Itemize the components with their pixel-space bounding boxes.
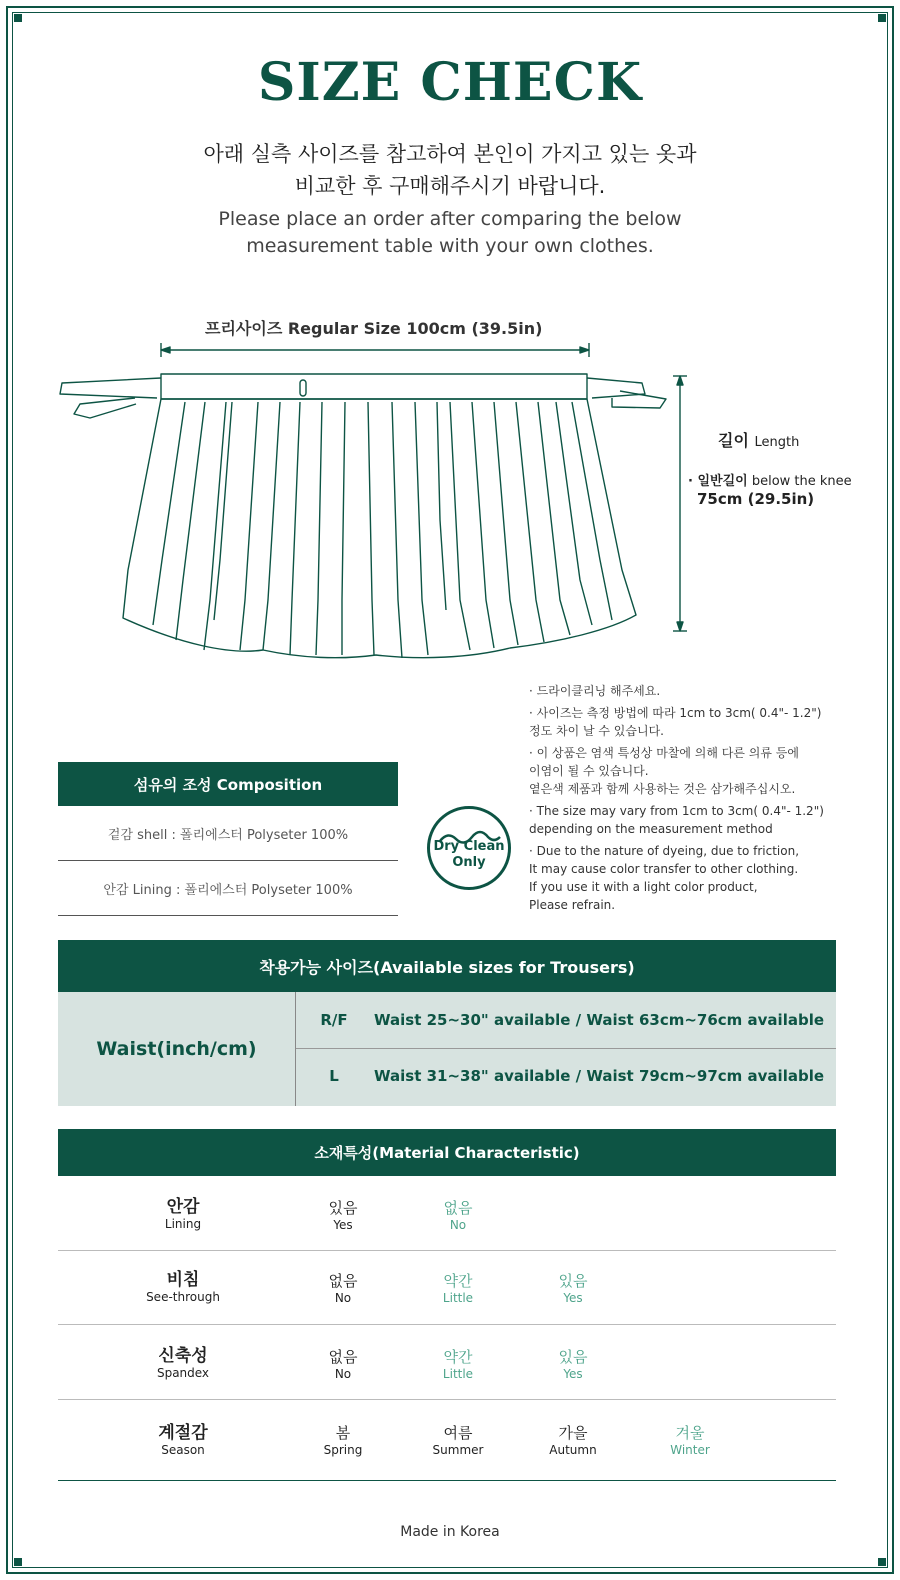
option-en: Spring xyxy=(323,1443,363,1457)
corner-mark xyxy=(14,1558,22,1566)
label-en: See-through xyxy=(146,1290,220,1304)
composition-row: 안감 Lining : 폴리에스터 Polyseter 100% xyxy=(58,861,398,916)
option-no xyxy=(293,1272,393,1306)
intro-korean-line: 비교한 후 구매해주시기 바랍니다. xyxy=(294,174,606,198)
intro-english-line: measurement table with your own clothes. xyxy=(246,235,654,257)
dry-clean-line: Only xyxy=(452,855,486,870)
length-type-kr: · 일반길이 xyxy=(688,474,748,489)
page-title: SIZE CHECK xyxy=(257,52,643,113)
length-value: 75cm (29.5in) xyxy=(697,490,815,508)
waist-label: Waist(inch/cm) xyxy=(58,992,296,1106)
note-line: depending on the measurement method xyxy=(529,822,773,836)
dry-clean-label xyxy=(430,839,508,871)
option-kr: 약간 xyxy=(443,1348,473,1366)
note-line: · 이 상품은 염색 특성상 마찰에 의해 다른 의류 등에 xyxy=(529,746,799,760)
label-en: Spandex xyxy=(156,1366,210,1380)
dry-clean-line: Dry Clean xyxy=(433,839,505,854)
dry-clean-icon xyxy=(427,806,511,890)
label-en: Season xyxy=(161,1443,205,1457)
option-kr: 봄 xyxy=(335,1424,351,1442)
option-en: No xyxy=(334,1291,352,1305)
option-no xyxy=(293,1348,393,1382)
option-en: Little xyxy=(442,1367,474,1381)
label-kr: 안감 xyxy=(166,1197,200,1217)
note-line: · Due to the nature of dyeing, due to friction, xyxy=(529,844,800,858)
material-label-season xyxy=(120,1423,246,1458)
note-line: 정도 차이 날 수 있습니다. xyxy=(529,724,664,738)
option-en: Yes xyxy=(563,1291,583,1305)
intro-english-line: Please place an order after comparing the below xyxy=(218,208,682,230)
size-range: Waist 31~38" available / Waist 79cm~97cm available xyxy=(374,1067,825,1085)
option-kr: 여름 xyxy=(443,1424,473,1442)
intro-korean-line: 아래 실측 사이즈를 참고하여 본인이 가지고 있는 옷과 xyxy=(203,142,697,166)
composition-row: 겉감 shell : 폴리에스터 Polyseter 100% xyxy=(58,806,398,861)
option-summer xyxy=(408,1424,508,1458)
length-type-en: below the knee xyxy=(751,474,852,489)
option-kr: 있음 xyxy=(558,1272,588,1290)
note-line: · 사이즈는 측정 방법에 따라 1cm to 3cm( 0.4"- 1.2") xyxy=(529,706,822,720)
option-en: Autumn xyxy=(549,1443,597,1457)
composition-header: 섬유의 조성 Composition xyxy=(58,762,398,806)
made-in-label: Made in Korea xyxy=(400,1524,500,1540)
option-en: No xyxy=(334,1367,352,1381)
size-range: Waist 25~30" available / Waist 63cm~76cm available xyxy=(374,1011,825,1029)
available-sizes-header: 착용가능 사이즈(Available sizes for Trousers) xyxy=(58,940,836,992)
length-title-en: Length xyxy=(754,435,800,450)
option-kr: 있음 xyxy=(558,1348,588,1366)
waistband xyxy=(161,374,587,399)
option-kr: 없음 xyxy=(443,1199,473,1217)
label-kr: 신축성 xyxy=(158,1346,208,1366)
option-en: Yes xyxy=(563,1367,583,1381)
option-autumn xyxy=(523,1424,623,1458)
label-kr: 비침 xyxy=(166,1270,200,1290)
option-en: Yes xyxy=(333,1218,353,1232)
note-line: · The size may vary from 1cm to 3cm( 0.4"- 1.2") xyxy=(529,804,824,818)
option-en: No xyxy=(449,1218,467,1232)
note-line: It may cause color transfer to other clothing. xyxy=(529,862,799,876)
row-divider xyxy=(58,1324,836,1325)
option-en: Winter xyxy=(670,1443,710,1457)
size-code: R/F xyxy=(320,1011,348,1029)
option-yes xyxy=(293,1199,393,1233)
care-notes xyxy=(529,682,869,914)
option-little xyxy=(408,1348,508,1382)
label-en: Lining xyxy=(164,1217,202,1231)
material-label-see-through xyxy=(120,1270,246,1305)
note-line: Please refrain. xyxy=(529,898,616,912)
row-divider xyxy=(58,1399,836,1400)
length-type xyxy=(688,470,852,489)
option-kr: 가을 xyxy=(558,1424,588,1442)
option-winter xyxy=(640,1424,740,1458)
option-en: Summer xyxy=(432,1443,484,1457)
row-divider xyxy=(58,1480,836,1481)
option-spring xyxy=(293,1424,393,1458)
material-header: 소재특성(Material Characteristic) xyxy=(58,1129,836,1176)
option-kr: 약간 xyxy=(443,1272,473,1290)
skirt-illustration xyxy=(0,0,900,680)
option-kr: 겨울 xyxy=(675,1424,705,1442)
width-label: 프리사이즈 Regular Size 100cm (39.5in) xyxy=(205,319,543,338)
note-line: 이염이 될 수 있습니다. xyxy=(529,764,649,778)
option-kr: 없음 xyxy=(328,1348,358,1366)
option-en: Little xyxy=(442,1291,474,1305)
option-no xyxy=(408,1199,508,1233)
material-label-spandex xyxy=(120,1346,246,1381)
label-kr: 계절감 xyxy=(158,1423,208,1443)
material-label-lining xyxy=(120,1197,246,1232)
size-code: L xyxy=(329,1067,339,1085)
option-kr: 없음 xyxy=(328,1272,358,1290)
length-title xyxy=(718,428,799,451)
row-divider xyxy=(58,1250,836,1251)
row-divider xyxy=(296,1048,836,1049)
option-yes xyxy=(523,1272,623,1306)
option-yes xyxy=(523,1348,623,1382)
option-kr: 있음 xyxy=(328,1199,358,1217)
length-title-kr: 길이 xyxy=(718,431,749,450)
option-little xyxy=(408,1272,508,1306)
note-line: · 드라이클리닝 해주세요. xyxy=(529,684,661,698)
note-line: If you use it with a light color product, xyxy=(529,880,758,894)
corner-mark xyxy=(878,1558,886,1566)
note-line: 옅은색 제품과 함께 사용하는 것은 삼가해주십시오. xyxy=(529,782,796,796)
